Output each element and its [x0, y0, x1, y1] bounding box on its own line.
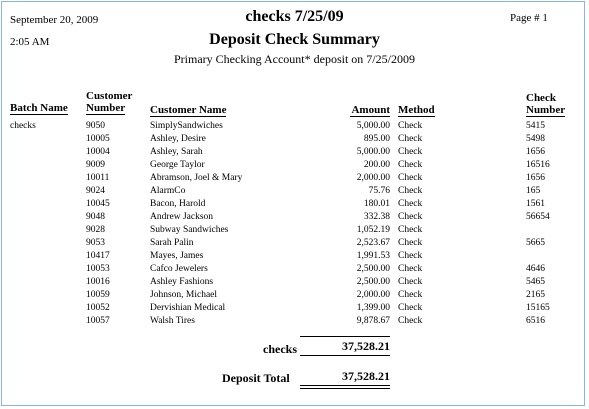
method-cell: Check [398, 303, 423, 313]
method-cell: Check [398, 238, 423, 248]
amount-cell: 200.00 [363, 160, 390, 170]
method-cell: Check [398, 147, 423, 157]
table-row [0, 263, 589, 276]
method-cell: Check [398, 173, 423, 183]
table-row [0, 185, 589, 198]
batch-total-label: checks [263, 342, 297, 356]
method-cell: Check [398, 160, 423, 170]
amount-cell: 75.76 [368, 186, 390, 196]
customer-name-cell: Bacon, Harold [150, 199, 206, 209]
customer-number-cell: 9024 [86, 186, 105, 196]
customer-name-cell: Abramson, Joel & Mary [150, 173, 243, 183]
method-cell: Check [398, 264, 423, 274]
customer-number-cell: 10016 [86, 277, 110, 287]
customer-number-cell: 9028 [86, 225, 105, 235]
amount-cell: 2,523.67 [356, 238, 390, 248]
customer-name-cell: Sarah Palin [150, 238, 194, 248]
customer-name-cell: Ashley, Sarah [150, 147, 203, 157]
customer-name-cell: Subway Sandwiches [150, 225, 229, 235]
col-check-number-line1: Check [526, 92, 556, 104]
check-number-cell: 15165 [526, 303, 550, 313]
customer-number-cell: 10011 [86, 173, 110, 183]
amount-cell: 2,000.00 [356, 173, 390, 183]
amount-cell: 9,878.67 [356, 316, 390, 326]
table-row [0, 237, 589, 250]
check-number-cell: 5665 [526, 238, 545, 248]
method-cell: Check [398, 290, 423, 300]
method-cell: Check [398, 251, 423, 261]
method-cell: Check [398, 199, 423, 209]
check-number-cell: 4646 [526, 264, 545, 274]
method-cell: Check [398, 186, 423, 196]
check-number-cell: 5465 [526, 277, 545, 287]
customer-name-cell: Ashley Fashions [150, 277, 214, 287]
customer-name-cell: AlarmCo [150, 186, 186, 196]
col-batch-name: Batch Name [10, 102, 68, 114]
amount-cell: 2,500.00 [356, 264, 390, 274]
check-number-cell: 2165 [526, 290, 545, 300]
table-row [0, 172, 589, 185]
amount-cell: 180.01 [363, 199, 390, 209]
report-subtitle: Deposit Check Summary [209, 31, 380, 48]
amount-cell: 1,052.19 [356, 225, 390, 235]
customer-name-cell: Cafco Jewelers [150, 264, 208, 274]
batch-total-value: 37,528.21 [342, 339, 390, 353]
batch-name-cell: checks [10, 121, 36, 131]
check-number-cell: 6516 [526, 316, 545, 326]
method-cell: Check [398, 316, 423, 326]
table-row [0, 198, 589, 211]
customer-number-cell: 10005 [86, 134, 110, 144]
deposit-total-value: 37,528.21 [342, 369, 390, 383]
method-cell: Check [398, 277, 423, 287]
check-number-cell: 1561 [526, 199, 545, 209]
check-number-cell: 165 [526, 186, 541, 196]
col-method: Method [398, 104, 435, 116]
method-cell: Check [398, 134, 423, 144]
customer-number-cell: 9053 [86, 238, 105, 248]
amount-cell: 5,000.00 [356, 147, 390, 157]
col-amount: Amount [351, 104, 390, 116]
amount-cell: 2,500.00 [356, 277, 390, 287]
check-number-cell: 1656 [526, 173, 545, 183]
col-check-number-line2: Number [526, 104, 566, 116]
report-date: September 20, 2009 [10, 14, 99, 26]
customer-number-cell: 9048 [86, 212, 105, 222]
customer-number-cell: 9050 [86, 121, 105, 131]
table-row [0, 211, 589, 224]
customer-name-cell: Mayes, James [150, 251, 204, 261]
check-number-cell: 1656 [526, 147, 545, 157]
customer-name-cell: Walsh Tires [150, 316, 195, 326]
deposit-total-label: Deposit Total [222, 371, 290, 385]
customer-name-cell: George Taylor [150, 160, 205, 170]
customer-name-cell: Dervishian Medical [150, 303, 226, 313]
customer-number-cell: 10053 [86, 264, 110, 274]
table-row [0, 120, 589, 133]
deposit-rows [0, 120, 589, 328]
table-row [0, 133, 589, 146]
check-number-cell: 5415 [526, 121, 545, 131]
customer-name-cell: Ashley, Desire [150, 134, 206, 144]
table-row [0, 250, 589, 263]
method-cell: Check [398, 225, 423, 235]
customer-name-cell: SimplySandwiches [150, 121, 223, 131]
col-customer-number-line2: Number [86, 102, 126, 114]
table-row [0, 224, 589, 237]
table-row [0, 289, 589, 302]
report-time: 2:05 AM [10, 36, 50, 48]
batch-total-rule [300, 336, 390, 337]
deposit-total-underline-2 [300, 388, 390, 389]
amount-cell: 895.00 [363, 134, 390, 144]
customer-name-cell: Johnson, Michael [150, 290, 218, 300]
method-cell: Check [398, 121, 423, 131]
check-number-cell: 56654 [526, 212, 550, 222]
amount-cell: 2,000.00 [356, 290, 390, 300]
customer-name-cell: Andrew Jackson [150, 212, 214, 222]
account-line: Primary Checking Account* deposit on 7/25/2009 [174, 52, 415, 66]
amount-cell: 5,000.00 [356, 121, 390, 131]
customer-number-cell: 10059 [86, 290, 110, 300]
table-row [0, 146, 589, 159]
table-row [0, 276, 589, 289]
check-number-cell: 16516 [526, 160, 550, 170]
method-cell: Check [398, 212, 423, 222]
customer-number-cell: 10417 [86, 251, 110, 261]
report-title: checks 7/25/09 [245, 8, 344, 25]
customer-number-cell: 10045 [86, 199, 110, 209]
customer-number-cell: 10057 [86, 316, 110, 326]
table-row [0, 159, 589, 172]
customer-number-cell: 9009 [86, 160, 105, 170]
amount-cell: 1,399.00 [356, 303, 390, 313]
table-row [0, 302, 589, 315]
batch-total-underline [300, 355, 390, 356]
amount-cell: 1,991.53 [356, 251, 390, 261]
page-number: Page # 1 [510, 12, 548, 24]
col-customer-name: Customer Name [150, 104, 227, 116]
col-customer-number-line1: Customer [86, 90, 133, 102]
check-number-cell: 5498 [526, 134, 545, 144]
table-row [0, 315, 589, 328]
amount-cell: 332.38 [363, 212, 390, 222]
customer-number-cell: 10004 [86, 147, 110, 157]
deposit-total-underline-1 [300, 385, 390, 386]
customer-number-cell: 10052 [86, 303, 110, 313]
